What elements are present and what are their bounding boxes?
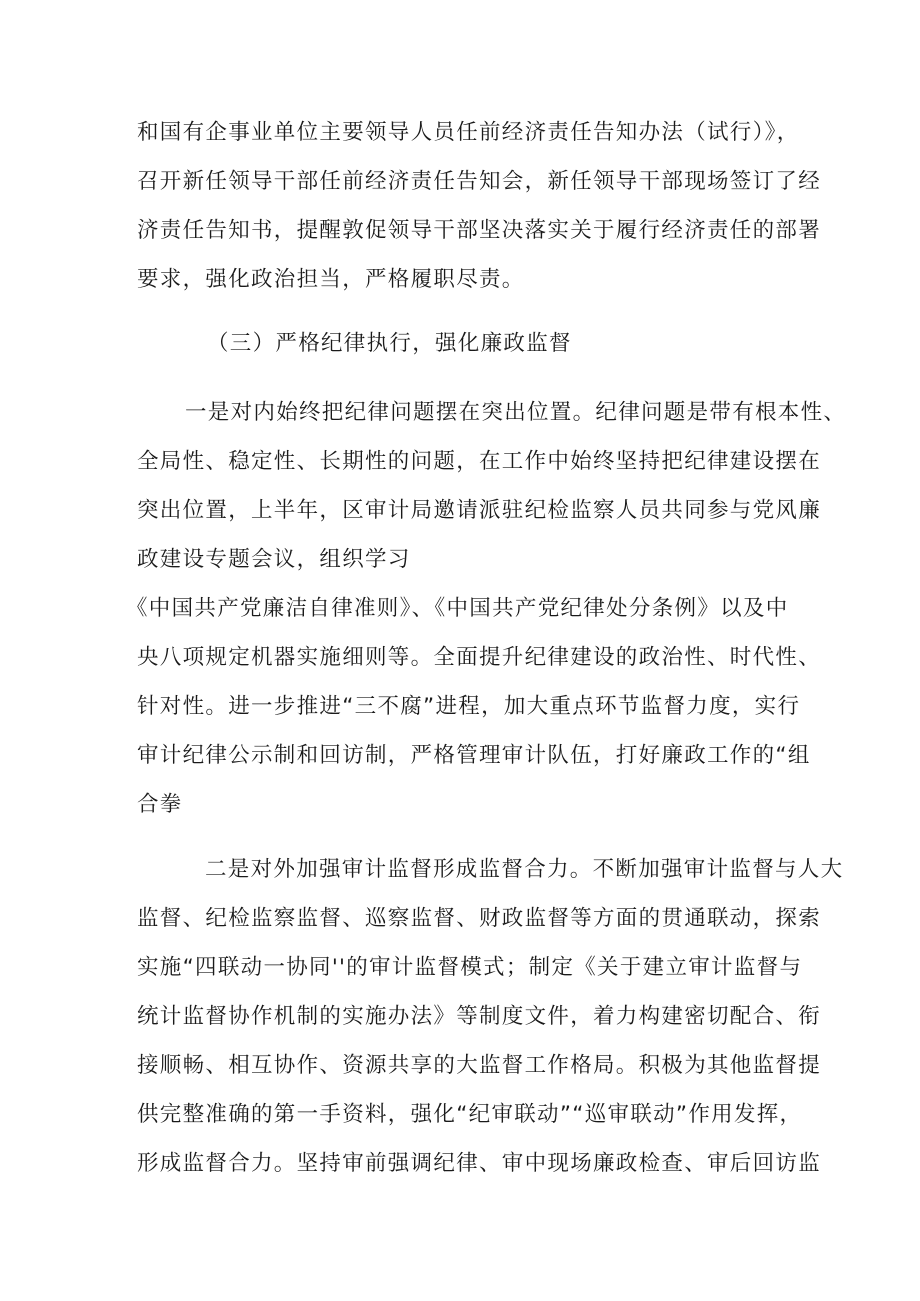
text-line-7: 全局性、稳定性、长期性的问题，在工作中始终坚持把纪律建设摆在: [137, 449, 822, 474]
text-line-14: 合拳: [137, 792, 183, 817]
text-line-13: 审计纪律公示制和回访制，严格管理审计队伍，打好廉政工作的“组: [137, 743, 811, 768]
section-heading: （三）严格纪律执行，强化廉政监督: [207, 331, 572, 356]
text-line-3: 济责任告知书，提醒敦促领导干部坚决落实关于履行经济责任的部署: [137, 218, 822, 243]
text-line-9: 政建设专题会议，组织学习: [137, 547, 411, 572]
text-line-19: 接顺畅、相互协作、资源共享的大监督工作格局。积极为其他监督提: [137, 1053, 822, 1078]
text-line-10: 《中国共产党廉洁自律准则》、《中国共产党纪律处分条例》以及中: [126, 596, 789, 621]
text-line-12: 针对性。进一步推进“三不腐”进程，加大重点环节监督力度，实行: [137, 694, 801, 719]
text-line-18: 统计监督协作机制的实施办法》等制度文件，着力构建密切配合、衔: [137, 1004, 822, 1029]
text-line-11: 央八项规定机器实施细则等。全面提升纪律建设的政治性、时代性、: [137, 645, 822, 670]
text-line-6: 一是对内始终把纪律问题摆在突出位置。纪律问题是带有根本性、: [185, 400, 847, 425]
text-line-16: 监督、纪检监察监督、巡察监督、财政监督等方面的贯通联动，探索: [137, 906, 822, 931]
text-line-8: 突出位置，上半年，区审计局邀请派驻纪检监察人员共同参与党风廉: [137, 498, 822, 523]
text-line-15: 二是对外加强审计监督形成监督合力。不断加强审计监督与人大: [205, 857, 844, 882]
text-line-4: 要求，强化政治担当，严格履职尽责。: [137, 267, 525, 292]
text-line-21: 形成监督合力。坚持审前强调纪律、审中现场廉政检查、审后回访监: [137, 1151, 822, 1176]
text-line-17: 实施“四联动一协同''的审计监督模式；制定《关于建立审计监督与: [137, 955, 803, 980]
text-line-2: 召开新任领导干部任前经济责任告知会，新任领导干部现场签订了经: [137, 169, 822, 194]
text-line-1: 和国有企事业单位主要领导人员任前经济责任告知办法（试行）》，: [137, 120, 800, 145]
text-line-20: 供完整准确的第一手资料，强化“纪审联动”“巡审联动”作用发挥，: [137, 1102, 803, 1127]
